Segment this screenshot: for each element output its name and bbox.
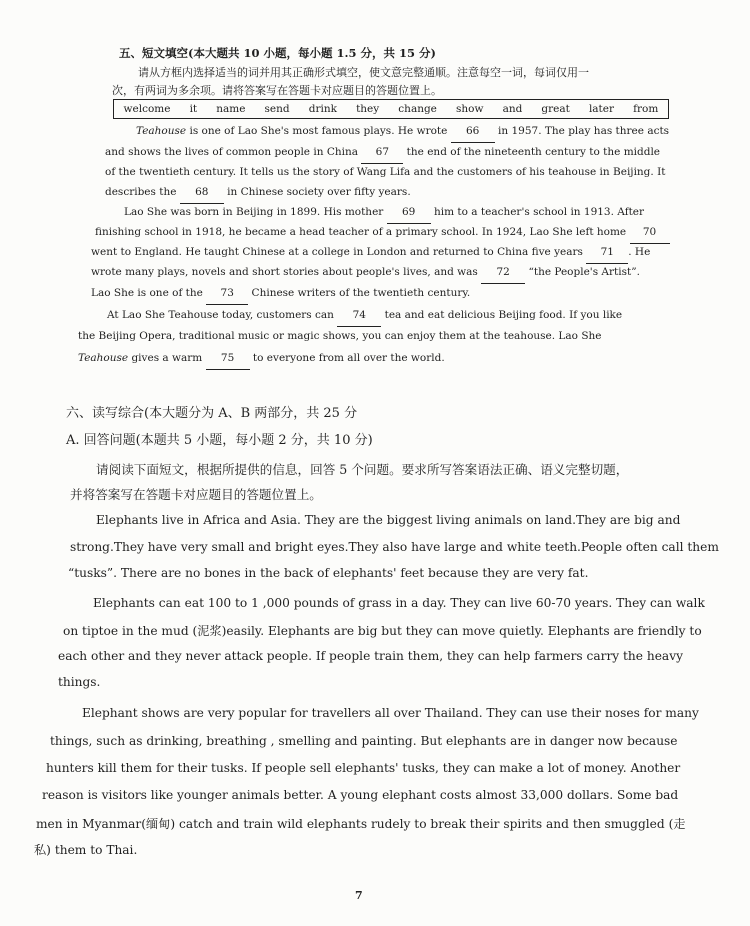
- section5-instruction-2: 次，有两词为多余项。请将答案写在答题卡对应题目的答题位置上。: [112, 84, 442, 97]
- word-option: great: [541, 103, 570, 115]
- passage-line: Teahouse is one of Lao She's most famous plays. He wrote 66 in 1957. The play has three acts: [136, 121, 669, 143]
- blank-69: 69: [387, 202, 431, 224]
- blank-68: 68: [180, 182, 224, 204]
- blank-70: 70: [630, 222, 670, 244]
- passage-line: finishing school in 1918, he became a head teacher of a primary school. In 1924, Lao She left home 70: [95, 222, 670, 244]
- passage-line: strong.They have very small and bright eyes.They also have large and white teeth.People often call them: [70, 540, 719, 554]
- passage-line: the Beijing Opera, traditional music or magic shows, you can enjoy them at the teahouse. Lao She: [78, 330, 602, 342]
- blank-71: 71: [586, 242, 628, 264]
- section5-heading: 五、短文填空(本大题共 10 小题，每小题 1.5 分，共 15 分): [119, 46, 436, 60]
- passage-line: describes the 68 in Chinese society over fifty years.: [105, 182, 411, 204]
- passage-line: 私) them to Thai.: [34, 843, 138, 857]
- section6-instruction-2: 并将答案写在答题卡对应题目的答题位置上。: [70, 487, 322, 502]
- passage-line: and shows the lives of common people in China 67 the end of the nineteenth century to the middle: [105, 142, 660, 164]
- word-option: send: [264, 103, 290, 115]
- passage-line: Lao She was born in Beijing in 1899. His mother 69 him to a teacher's school in 1913. After: [124, 202, 644, 224]
- page-number: 7: [355, 889, 363, 902]
- word-option: and: [502, 103, 523, 115]
- word-option: name: [216, 103, 246, 115]
- passage-line: wrote many plays, novels and short stories about people's lives, and was 72 “the People's Artist”.: [91, 262, 640, 284]
- passage-line: things, such as drinking, breathing , smelling and painting. But elephants are in danger now because: [50, 734, 678, 748]
- word-option: later: [588, 103, 615, 115]
- word-option: show: [456, 103, 484, 115]
- passage-line: Lao She is one of the 73 Chinese writers of the twentieth century.: [91, 283, 470, 305]
- passage-line: At Lao She Teahouse today, customers can 74 tea and eat delicious Beijing food. If you like: [107, 305, 622, 327]
- passage-line: reason is visitors like younger animals better. A young elephant costs almost 33,000 dollars. Some bad: [42, 788, 679, 802]
- word-option: it: [189, 103, 198, 115]
- blank-66: 66: [451, 121, 495, 143]
- passage-line: of the twentieth century. It tells us the story of Wang Lifa and the customers of his teahouse in Beijing. It: [105, 166, 666, 178]
- passage-line: each other and they never attack people. If people train them, they can help farmers carry the heavy: [58, 649, 683, 663]
- passage-line: Elephants can eat 100 to 1 ,000 pounds of grass in a day. They can live 60-70 years. They can walk: [93, 596, 705, 610]
- section6-instruction-1: 请阅读下面短文，根据所提供的信息，回答 5 个问题。要求所写答案语法正确、语义完整切题，: [96, 462, 629, 477]
- word-option: from: [633, 103, 659, 115]
- passage-line: Teahouse gives a warm 75 to everyone from all over the world.: [78, 348, 445, 370]
- passage-line: “tusks”. There are no bones in the back of elephants' feet because they are very fat.: [68, 566, 589, 580]
- blank-72: 72: [481, 262, 525, 284]
- word-option: they: [356, 103, 380, 115]
- passage-line: went to England. He taught Chinese at a college in London and returned to China five years 71 . He: [91, 242, 650, 264]
- blank-67: 67: [361, 142, 403, 164]
- section6-heading: 六、读写综合(本大题分为 A、B 两部分，共 25 分: [66, 406, 358, 421]
- blank-75: 75: [206, 348, 250, 370]
- passage-line: men in Myanmar(缅甸) catch and train wild elephants rudely to break their spirits and then smuggled (走: [36, 817, 686, 831]
- word-option: change: [398, 103, 437, 115]
- blank-74: 74: [337, 305, 381, 327]
- section6-subheading: A. 回答问题(本题共 5 小题，每小题 2 分，共 10 分): [66, 433, 373, 448]
- passage-line: Elephants live in Africa and Asia. They are the biggest living animals on land.They are big and: [96, 513, 681, 527]
- passage-line: things.: [58, 675, 101, 689]
- word-option: welcome: [123, 103, 171, 115]
- word-option: drink: [308, 103, 337, 115]
- word-box: [113, 99, 669, 119]
- passage-line: on tiptoe in the mud (泥浆)easily. Elephants are big but they can move quietly. Elephants are friendly to: [63, 624, 702, 638]
- blank-73: 73: [206, 283, 248, 305]
- passage-line: Elephant shows are very popular for travellers all over Thailand. They can use their noses for many: [82, 706, 699, 720]
- passage-line: hunters kill them for their tusks. If people sell elephants' tusks, they can make a lot of money. Another: [46, 761, 681, 775]
- section5-instruction-1: 请从方框内选择适当的词并用其正确形式填空，使文意完整通顺。注意每空一词，每词仅用一: [138, 66, 589, 79]
